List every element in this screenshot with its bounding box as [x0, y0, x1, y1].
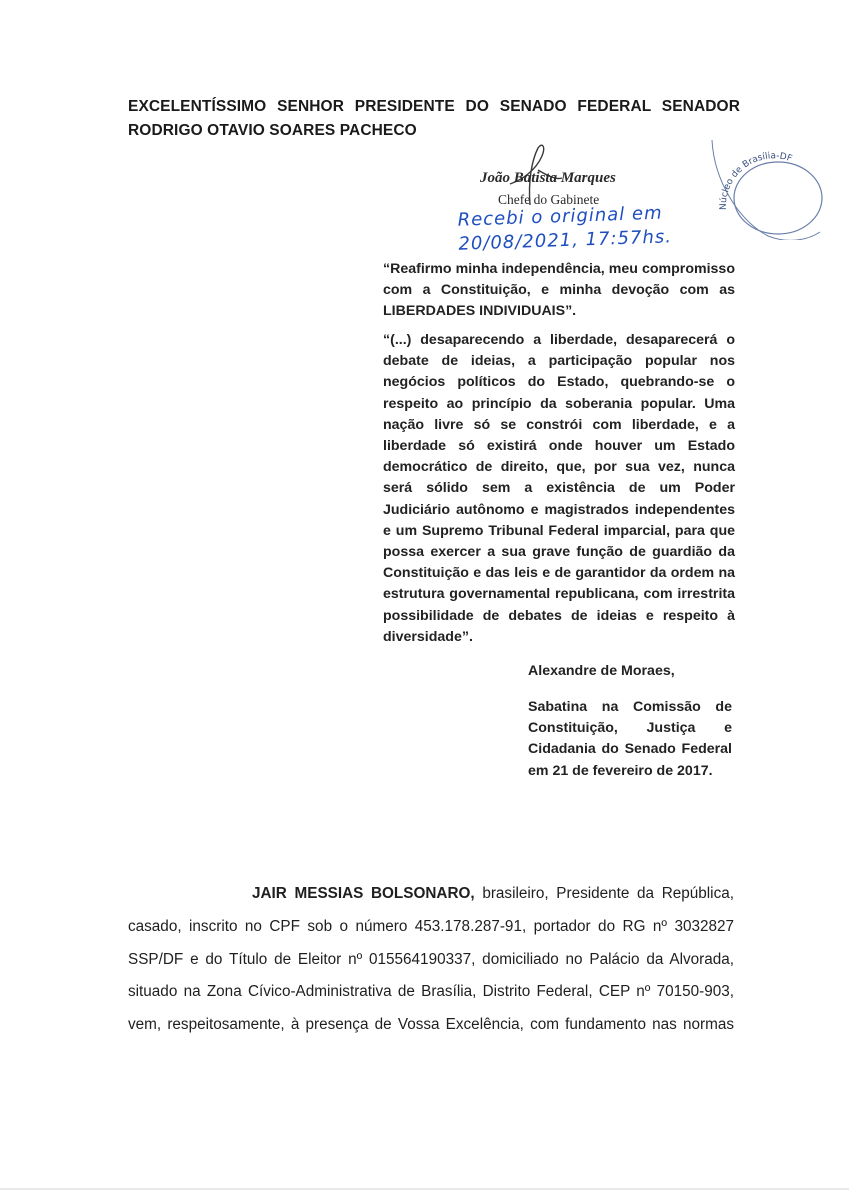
- petition-body: [128, 878, 734, 1042]
- handwritten-receipt: [457, 202, 672, 255]
- receipt-line-1: Recebi o original em: [457, 202, 663, 231]
- petitioner-name: JAIR MESSIAS BOLSONARO,: [252, 885, 475, 902]
- petition-text: brasileiro, Presidente da República, casado, inscrito no CPF sob o número 453.178.287-91, portador do RG nº 3032827 SSP/DF e do Título de Eleitor nº 015564190337, domiciliado no Palácio da Alvorada, situado na Zona Cívico-Administrativa de Brasília, Distrito Federal, CEP nº 70150-903, vem, respeitosamente, à presença de Vossa Excelência, com fundamento nas normas: [128, 885, 734, 1034]
- svg-text:Núcleo de Brasília-DF: [719, 151, 793, 210]
- seal-stamp: [708, 140, 828, 240]
- receipt-line-2: 20/08/2021, 17:57hs.: [458, 226, 673, 255]
- stamp-title: Chefe do Gabinete: [498, 192, 600, 207]
- quote-context: Sabatina na Comissão de Constituição, Justiça e Cidadania do Senado Federal em 21 de fevereiro de 2017.: [528, 699, 732, 779]
- page-edge: [0, 1188, 849, 1190]
- stamp-name: João Batista Marques: [480, 170, 616, 186]
- epigraph-quote-2: “(...) desaparecendo a liberdade, desaparecerá o debate de ideias, a participação popular nos negócios políticos do Estado, quebrando-se o respeito ao princípio da soberania popular. Uma nação livre só se constrói com liberdade, e a liberdade só existirá onde houver um Estado democrático de direito, que, por sua vez, nunca será sólido sem a existência de um Poder Judiciário autônomo e magistrados independentes e um Supremo Tribunal Federal imparcial, para que possa exercer a sua grave função de guardião da Constituição e das leis e de garantidor da ordem na estrutura governamental republicana, com irrestrita possibilidade de debates de ideias e respeito à diversidade”.: [383, 332, 735, 645]
- quote-author: Alexandre de Moraes,: [528, 663, 675, 679]
- receipt-stamp: [440, 140, 840, 260]
- seal-text: Núcleo de Brasília-DF: [718, 151, 794, 211]
- addressee-heading: EXCELENTÍSSIMO SENHOR PRESIDENTE DO SENADO FEDERAL SENADOR RODRIGO OTAVIO SOARES PACHECO: [128, 98, 740, 139]
- epigraph-quote-1: “Reafirmo minha independência, meu compromisso com a Constituição, e minha devoção com as LIBERDADES INDIVIDUAIS”.: [383, 261, 735, 320]
